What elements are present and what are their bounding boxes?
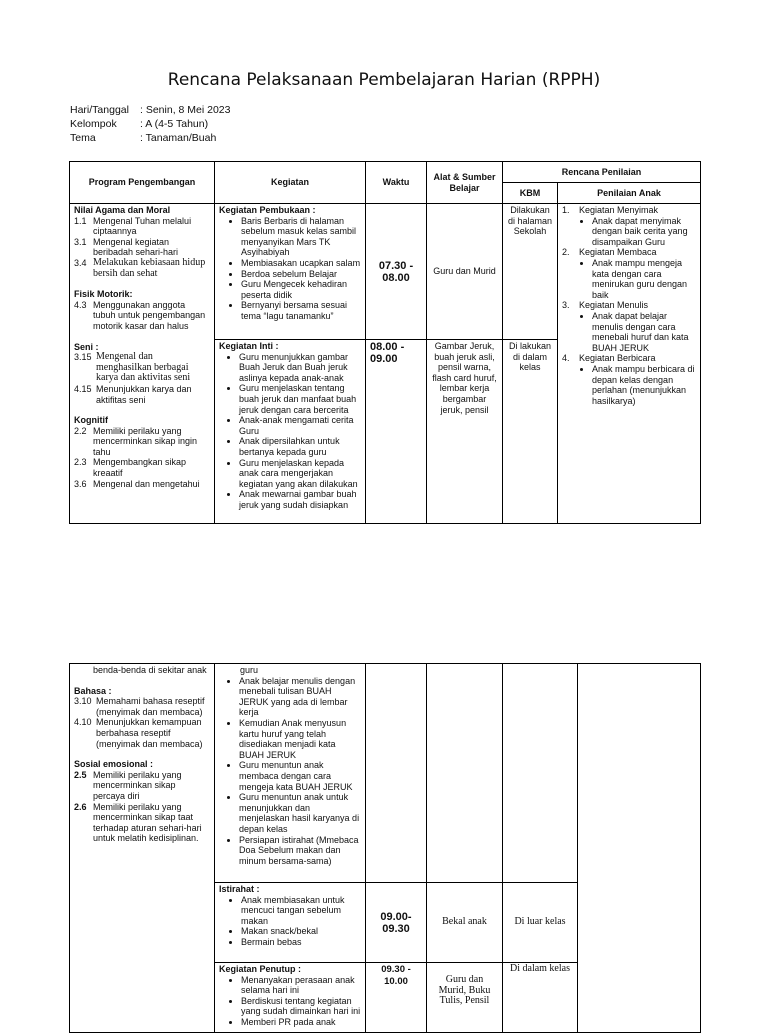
penutup-item: • Berdiskusi tentang kegiatan yang sudah dimainkan hari ini [241,996,361,1017]
inti-waktu: 08.00 - 09.00 [366,340,427,524]
penutup-title: Kegiatan Penutup : [219,964,302,974]
seni-item: Mengenal dan menghasilkan berbagai karya dan aktivitas seni [96,351,191,384]
penilaian-sub: • Anak dapat menyimak dengan baik cerita yang disampaikan Guru [592,216,696,248]
kognitif-title: Kognitif [74,415,108,426]
inti-cont-item: • Guru menuntun anak untuk menunjukkan dan menjelaskan hasil karyanya di depan kelas [239,792,361,834]
inti-kbm: Di lakukan di dalam kelas [503,340,558,524]
kognitif-item: Memiliki perilaku yang mencerminkan sikap ingin tahu [93,425,198,457]
program-cont-cell: benda-benda di sekitar anak Bahasa : 3.10 Memahami bahasa reseptif (menyimak dan membaca) 4.10 Menunjukkan kemampuan berbahasa reseptif (menyimak dan membaca) Sosial emosional : 2.5 Memiliki perilaku yang mencerminkan sikap percaya diri 2.6 Memiliki perilaku yang mencerminkan sikap taat terhadap aturan sehari-hari untuk melatih kedisiplinan. [70,664,215,1033]
motorik-title: Fisik Motorik: [74,289,133,300]
penilaian-sub: • Anak mampu berbicara di depan kelas dengan perlahan (menunjukkan hasilkarya) [592,364,696,406]
header-kegiatan: Kegiatan [215,162,366,204]
penutup-alat: Guru dan Murid, Buku Tulis, Pensil [427,963,503,1033]
agama-title: Nilai Agama dan Moral [74,205,171,215]
inti-item: • Guru menunjukkan gambar Buah Jeruk dan Buah jeruk aslinya kepada anak-anak [239,352,361,384]
pembukaan-item: • Bernyanyi bersama sesuai tema “lagu tanamanku” [241,300,361,321]
pembukaan-kbm: Dilakukan di halaman Sekolah [503,204,558,340]
penilaian-sub: • Anak mampu mengeja kata dengan cara menirukan guru dengan baik [592,258,696,300]
pembukaan-waktu: 07.30 - 08.00 [366,204,427,340]
program-cell: Nilai Agama dan Moral 1.1 Mengenal Tuhan melalui ciptaannya 3.1 Mengenal kegiatan beribadah sehari-hari 3.4 Melakukan kebiasaan hidup bersih dan sehat Fisik Motorik: 4.3 Menggunakan anggota tubuh untuk pengembangan motorik kasar dan halus Seni : 3.15 Mengenal dan menghasilkan berbagai karya dan aktivitas seni 4.15 Menunjukkan karya dan aktifitas seni Kognitif 2.2 Memiliki perilaku yang mencerminkan sikap ingin tahu 2.3 Mengembangkan sikap kreaatif 3.6 Mengenal dan mengetahui [70,204,215,524]
istirahat-alat: Bekal anak [427,883,503,963]
hari-value: : Senin, 8 Mei 2023 [140,104,231,116]
program-cont-text: benda-benda di sekitar anak [93,665,207,675]
rpph-table-page-1 [69,161,701,524]
bahasa-item: Menunjukkan kemampuan berbahasa reseptif (menyimak dan membaca) [96,717,203,749]
penilaian-title: Kegiatan Menyimak [579,205,659,215]
penutup-waktu: 09.30 - 10.00 [366,963,427,1033]
info-block [70,103,230,145]
penilaian-title: Kegiatan Menulis [579,300,649,311]
sosial-item: Memiliki perilaku yang mencerminkan sikap taat terhadap aturan sehari-hari untuk melatih kedisiplinan. [93,801,202,844]
inti-cont-cell [215,664,366,883]
agama-item: Melakukan kebiasaan hidup bersih dan sehat [93,256,206,279]
istirahat-item: • Bermain bebas [241,937,361,948]
kognitif-item: Mengembangkan sikap kreaatif [93,457,187,479]
kognitif-item: Mengenal dan mengetahui [93,478,200,489]
penutup-item: • Memberi PR pada anak [241,1017,361,1028]
penilaian-sub: • Anak dapat belajar menulis dengan cara menebali huruf dan kata BUAH JERUK [592,311,696,353]
istirahat-cell [215,883,366,963]
header-penilaian: Penilaian Anak [558,183,701,204]
header-rencana: Rencana Penilaian [503,162,701,183]
istirahat-waktu: 09.00- 09.30 [366,883,427,963]
seni-title: Seni : [74,341,99,352]
pembukaan-item: • Baris Berbaris di halaman sebelum masuk kelas sambil menyanyikan Mars TK Asyihabiyah [241,216,361,258]
kelompok-label: Kelompok [70,118,117,130]
tema-value: : Tanaman/Buah [140,132,217,144]
inti-cont-item: • Kemudian Anak menyusun kartu huruf yang telah disediakan menjadi kata BUAH JERUK [239,718,361,760]
penutup-kbm: Di dalam kelas [503,963,578,1033]
header-waktu: Waktu [366,162,427,204]
sosial-item: Memiliki perilaku yang mencerminkan sikap percaya diri [93,769,182,801]
pembukaan-item: • Guru Mengecek kehadiran peserta didik [241,279,361,300]
pembukaan-item: • Berdoa sebelum Belajar [241,269,361,280]
inti-item: • Guru menjelaskan tentang buah jeruk dan manfaat buah jeruk dengan cara bercerita [239,383,361,415]
pembukaan-alat: Guru dan Murid [427,204,503,340]
pembukaan-item: • Membiasakan ucapkan salam [241,258,361,269]
penilaian-title: Kegiatan Berbicara [579,353,656,364]
penutup-item: • Menanyakan perasaan anak selama hari ini [241,975,361,996]
pembukaan-cell [215,204,366,340]
inti-cont-item: • Anak belajar menulis dengan menebali tulisan BUAH JERUK yang ada di lembar kerja [239,676,361,718]
penilaian-title: Kegiatan Membaca [579,247,657,258]
tema-label: Tema [70,132,96,144]
kelompok-value: : A (4-5 Tahun) [140,118,209,130]
pembukaan-title: Kegiatan Pembukaan : [219,205,316,215]
istirahat-kbm: Di luar kelas [503,883,578,963]
inti-cell [215,340,366,524]
header-alat: Alat & Sumber Belajar [427,162,503,204]
bahasa-item: Memahami bahasa reseptif (menyimak dan membaca) [96,696,205,717]
header-program: Program Pengembangan [70,162,215,204]
penilaian-cell: 1. Kegiatan Menyimak • Anak dapat menyimak dengan baik cerita yang disampaikan Guru 2. Kegiatan Membaca • Anak mampu mengeja kata dengan cara menirukan guru dengan baik 3. Kegiatan Menulis • Anak dapat belajar menulis dengan cara menebali huruf dan kata BUAH JERUK 4. Kegiatan Berbicara • Anak mampu berbicara di depan kelas dengan perlahan (menunjukkan hasilkarya) [558,204,701,524]
inti-cont-item: • Guru menuntun anak membaca dengan cara mengeja kata BUAH JERUK [239,760,361,792]
istirahat-item: • Anak membiasakan untuk mencuci tangan sebelum makan [241,895,361,927]
inti-item: • Anak dipersilahkan untuk bertanya kepada guru [239,436,361,457]
agama-item: Mengenal Tuhan melalui ciptaannya [93,215,192,237]
hari-label: Hari/Tanggal [70,104,129,116]
agama-item: Mengenal kegiatan beribadah sehari-hari [93,236,179,258]
inti-title: Kegiatan Inti : [219,341,279,351]
penutup-cell [215,963,366,1033]
inti-item: • Guru menjelaskan kepada anak cara mengerjakan kegiatan yang akan dilakukan [239,458,361,490]
sosial-title: Sosial emosional : [74,759,154,770]
motorik-item: Menggunakan anggota tubuh untuk pengembangan motorik kasar dan halus [93,299,206,331]
inti-cont-head: guru [240,665,259,675]
inti-item: • Anak mewarnai gambar buah jeruk yang sudah disiapkan [239,489,361,510]
page-title: Rencana Pelaksanaan Pembelajaran Harian (RPPH) [167,70,601,90]
inti-alat: Gambar Jeruk, buah jeruk asli, pensil warna, flash card huruf, lembar kerja bergambar jeruk, pensil [427,340,503,524]
bahasa-title: Bahasa : [74,685,112,696]
istirahat-title: Istirahat : [219,884,260,894]
inti-item: • Anak-anak mengamati cerita Guru [239,415,361,436]
istirahat-item: • Makan snack/bekal [241,926,361,937]
seni-item: Menunjukkan karya dan aktifitas seni [96,383,192,405]
rpph-table-page-2 [69,663,701,1033]
header-kbm: KBM [503,183,558,204]
inti-cont-item: • Persiapan istirahat (Mmebaca Doa Sebelum makan dan minum bersama-sama) [239,835,361,867]
